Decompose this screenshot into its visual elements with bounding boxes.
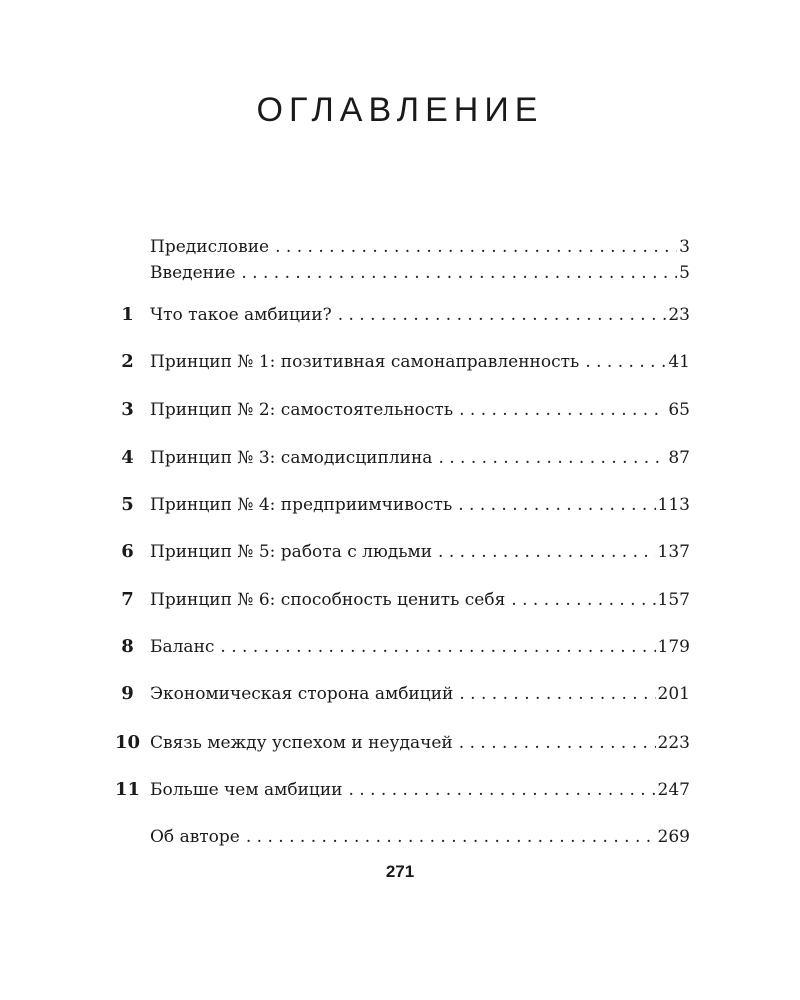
dot-leader: [241, 259, 677, 287]
entry-title: Экономическая сторона амбиций: [150, 684, 454, 704]
toc-entry-chapter-5[interactable]: [105, 491, 690, 519]
entry-title: Принцип № 5: работа с людьми: [150, 542, 433, 562]
dot-leader: [459, 680, 655, 708]
page-number: 271: [385, 862, 415, 881]
dot-leader: [246, 823, 656, 851]
chapter-number: 8: [121, 636, 134, 657]
dot-leader: [458, 491, 655, 519]
chapter-number: 3: [121, 399, 134, 420]
entry-title: Баланс: [150, 637, 215, 657]
toc-entry-introduction[interactable]: [105, 259, 690, 287]
chapter-number: 1: [121, 304, 134, 325]
toc-entry-chapter-7[interactable]: [105, 586, 690, 614]
dot-leader: [349, 776, 656, 804]
entry-title: Принцип № 1: позитивная самонаправленность: [150, 352, 580, 372]
toc-entry-chapter-9[interactable]: [105, 680, 690, 708]
toc-entry-about-author[interactable]: [105, 823, 690, 851]
dot-leader: [338, 301, 667, 329]
toc-entry-chapter-1[interactable]: [105, 301, 690, 329]
chapter-number: 7: [121, 589, 134, 610]
dot-leader: [438, 538, 656, 566]
toc-entry-chapter-4[interactable]: [105, 444, 690, 472]
entry-title: Предисловие: [150, 237, 270, 257]
dot-leader: [220, 633, 655, 661]
entry-page-number: 137: [657, 542, 690, 562]
entry-page-number: 201: [657, 684, 690, 704]
toc-entry-chapter-10[interactable]: [105, 729, 690, 757]
entry-title: Связь между успехом и неудачей: [150, 733, 453, 753]
chapter-number: 4: [121, 447, 134, 468]
toc-entry-chapter-3[interactable]: [105, 396, 690, 424]
entry-page-number: 113: [657, 495, 690, 515]
chapter-number: 10: [114, 732, 141, 753]
chapter-number: 2: [121, 351, 134, 372]
chapter-number: 6: [121, 541, 134, 562]
entry-page-number: 269: [657, 827, 690, 847]
dot-leader: [459, 396, 666, 424]
chapter-number: 9: [121, 683, 134, 704]
entry-page-number: 157: [657, 590, 690, 610]
entry-page-number: 5: [679, 263, 690, 283]
entry-page-number: 3: [679, 237, 690, 257]
toc-entry-chapter-2[interactable]: [105, 348, 690, 376]
entry-page-number: 41: [668, 352, 690, 372]
entry-title: Введение: [150, 263, 236, 283]
entry-title: Об авторе: [150, 827, 240, 847]
entry-title: Больше чем амбиции: [150, 780, 343, 800]
entry-title: Принцип № 6: способность ценить себя: [150, 590, 506, 610]
toc-entry-chapter-8[interactable]: [105, 633, 690, 661]
page-title: ОГЛАВЛЕНИЕ: [256, 91, 544, 129]
entry-page-number: 23: [668, 305, 690, 325]
dot-leader: [585, 348, 666, 376]
entry-title: Принцип № 3: самодисциплина: [150, 448, 433, 468]
dot-leader: [459, 729, 656, 757]
dot-leader: [511, 586, 655, 614]
entry-title: Что такое амбиции?: [150, 305, 332, 325]
entry-page-number: 87: [668, 448, 690, 468]
toc-entry-chapter-6[interactable]: [105, 538, 690, 566]
entry-title: Принцип № 4: предприимчивость: [150, 495, 453, 515]
chapter-number: 11: [114, 779, 141, 800]
entry-page-number: 223: [657, 733, 690, 753]
toc-entry-foreword[interactable]: [105, 233, 690, 261]
dot-leader: [275, 233, 677, 261]
chapter-number: 5: [121, 494, 134, 515]
toc-entry-chapter-11[interactable]: [105, 776, 690, 804]
entry-page-number: 65: [668, 400, 690, 420]
entry-page-number: 247: [657, 780, 690, 800]
entry-title: Принцип № 2: самостоятельность: [150, 400, 454, 420]
entry-page-number: 179: [657, 637, 690, 657]
dot-leader: [438, 444, 666, 472]
